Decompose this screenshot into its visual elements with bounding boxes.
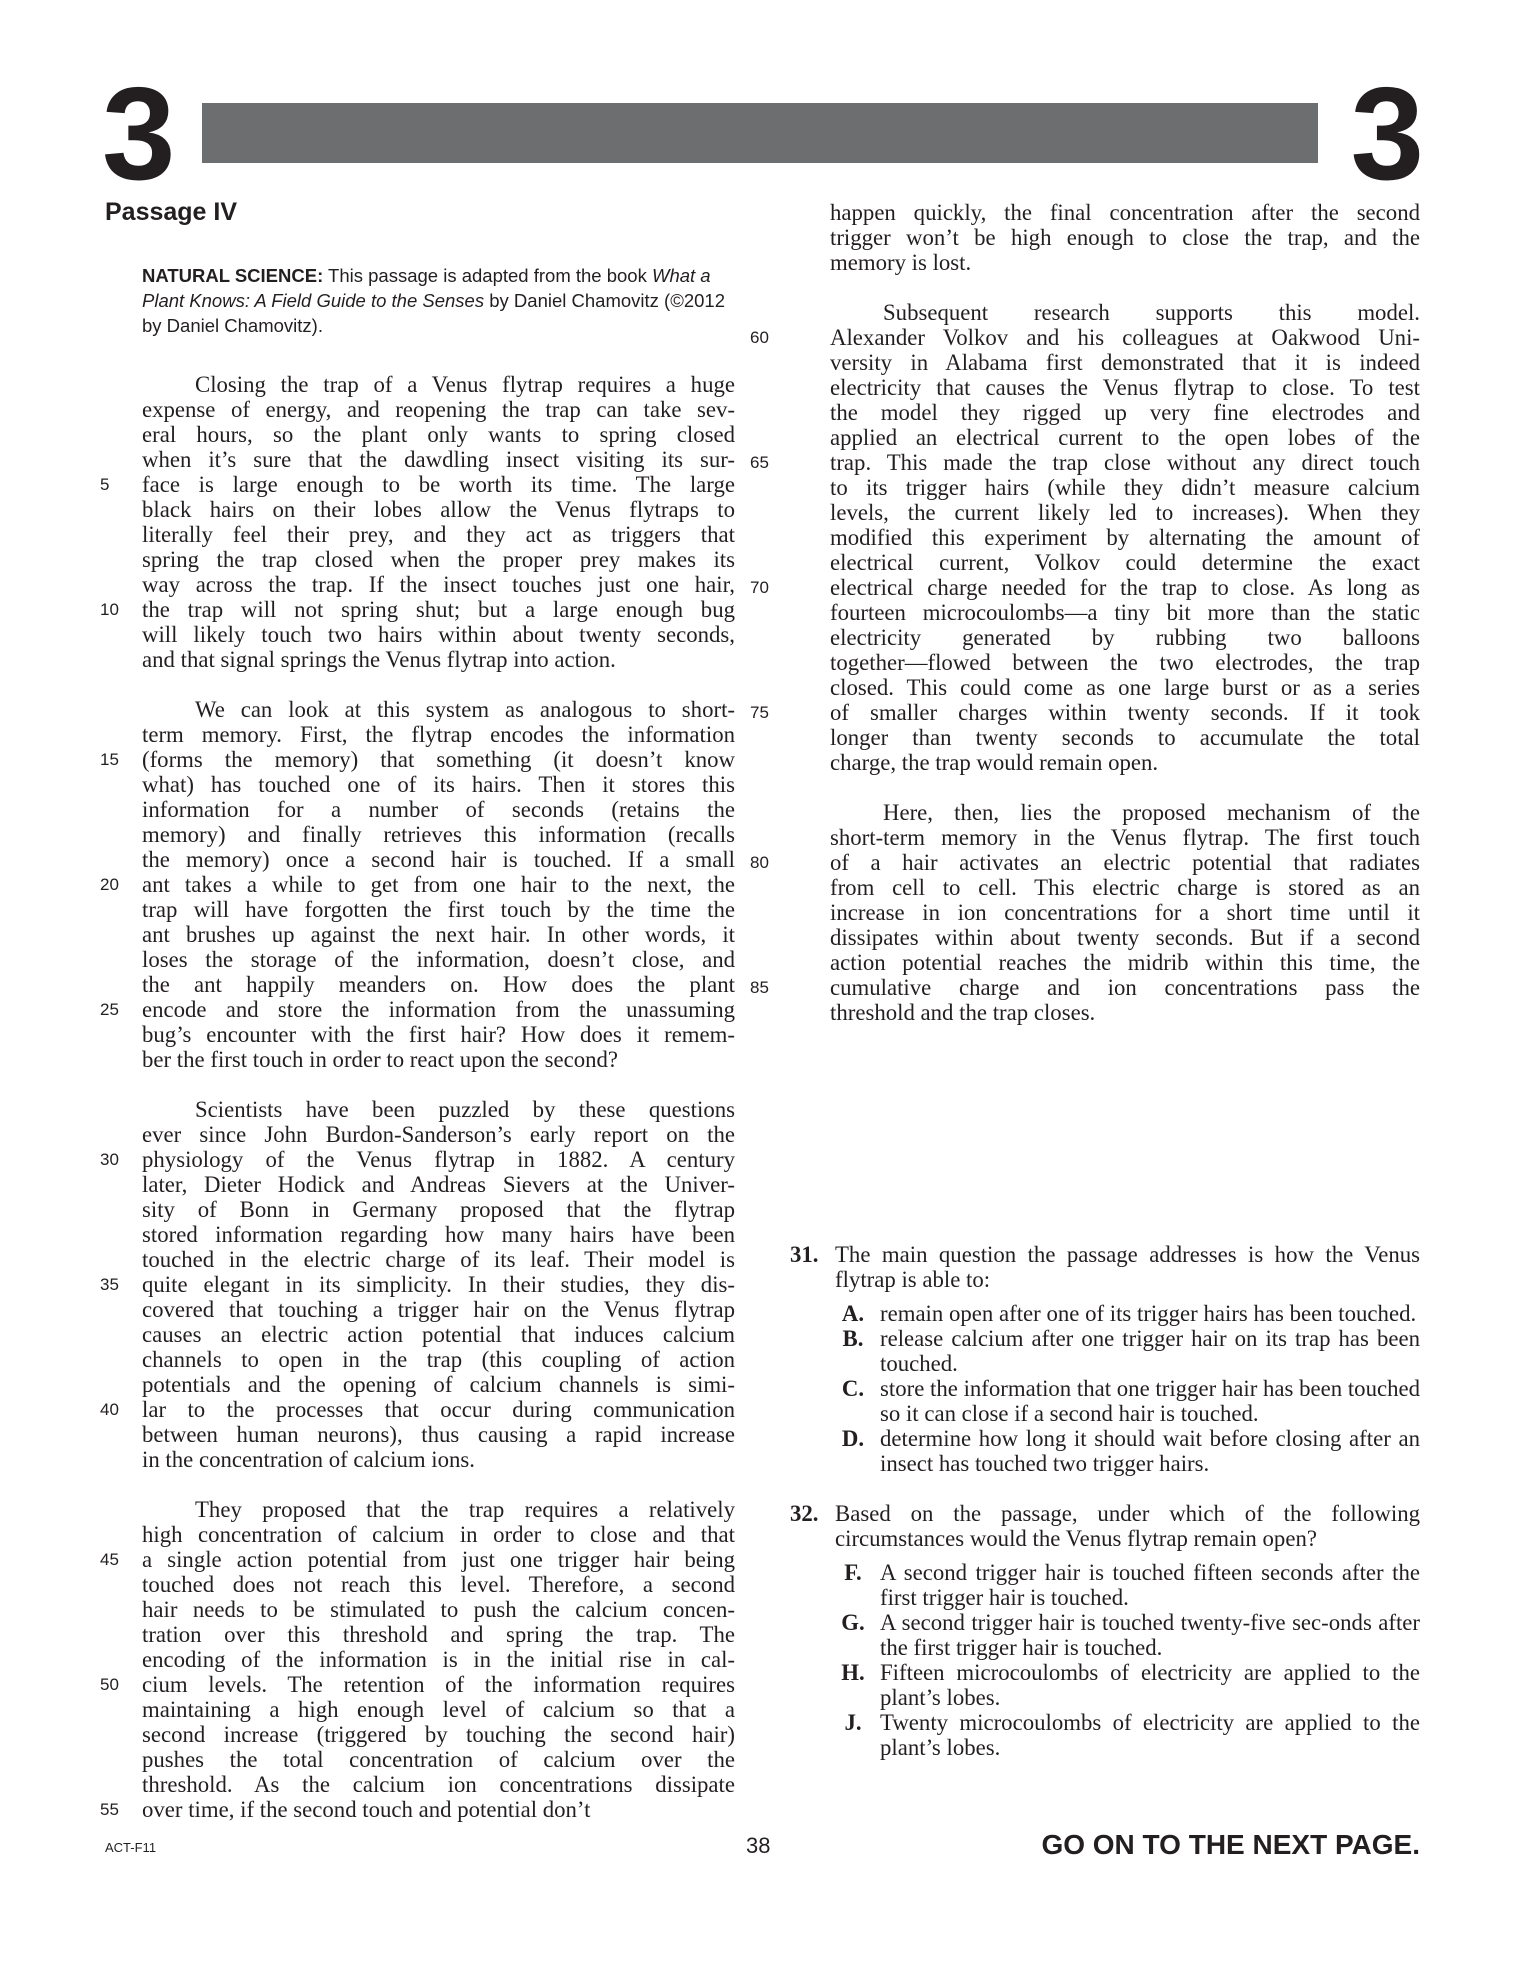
passage-column-right xyxy=(750,200,1420,1025)
line-number: 75 xyxy=(750,703,769,722)
passage-title: Passage IV xyxy=(105,198,238,226)
answer-letter: A. xyxy=(841,1301,865,1326)
passage-line: high concentration of calcium in order to close and that xyxy=(142,1522,735,1547)
passage-line: 20 ant takes a while to get from one hair to the next, the xyxy=(100,872,735,897)
line-number: 20 xyxy=(100,875,119,894)
question-stem: Based on the passage, under which of the following circumstances would the Venus flytrap remain open? xyxy=(835,1501,1420,1551)
passage-line: Scientists have been puzzled by these questions xyxy=(195,1097,735,1122)
passage-line: electrical current, Volkov could determine the exact xyxy=(830,550,1420,575)
passage-line: and that signal springs the Venus flytrap into action. xyxy=(142,647,616,672)
passage-line: literally feel their prey, and they act as triggers that xyxy=(142,522,735,547)
passage-line: what) has touched one of its hairs. Then it stores this xyxy=(142,772,735,797)
passage-line: spring the trap closed when the proper prey makes its xyxy=(142,547,735,572)
passage-line: term memory. First, the flytrap encodes the information xyxy=(142,722,735,747)
line-number: 10 xyxy=(100,600,119,619)
passage-line: memory is lost. xyxy=(830,250,972,275)
passage-line: potentials and the opening of calcium channels is simi- xyxy=(142,1372,735,1397)
answer-options xyxy=(835,1301,1420,1476)
passage-line: together—flowed between the two electrodes, the trap xyxy=(830,650,1420,675)
form-code: ACT-F11 xyxy=(105,1840,157,1855)
passage-line: ber the first touch in order to react upon the second? xyxy=(142,1047,619,1072)
passage-line: threshold. As the calcium ion concentrations dissipate xyxy=(142,1772,735,1797)
passage-line: closed. This could come as one large burst or as a series xyxy=(830,675,1420,700)
question-number: 32. xyxy=(790,1501,819,1526)
passage-intro xyxy=(142,263,735,338)
passage-line: 30 physiology of the Venus flytrap in 1882. A century xyxy=(100,1147,735,1172)
answer-text: release calcium after one trigger hair on its trap has been touched. xyxy=(880,1326,1420,1376)
answer-text: A second trigger hair is touched twenty-five sec-onds after the first trigger hair is touched. xyxy=(880,1610,1420,1660)
passage-line: second increase (triggered by touching the second hair) xyxy=(142,1722,735,1747)
passage-line: expense of energy, and reopening the trap can take sev- xyxy=(142,397,735,422)
passage-line: 15 (forms the memory) that something (it doesn’t know xyxy=(100,747,735,772)
answer-text: remain open after one of its trigger hairs has been touched. xyxy=(880,1301,1417,1326)
line-number: 50 xyxy=(100,1675,119,1694)
answer-letter: B. xyxy=(842,1326,864,1351)
answer-option xyxy=(835,1610,1420,1660)
answer-letter: C. xyxy=(841,1376,865,1401)
answer-option xyxy=(835,1426,1420,1476)
passage-line: levels, the current likely led to increases). When they xyxy=(830,500,1420,525)
passage-line: eral hours, so the plant only wants to spring closed xyxy=(142,422,735,447)
passage-line: longer than twenty seconds to accumulate the total xyxy=(830,725,1420,750)
passage-line: loses the storage of the information, doesn’t close, and xyxy=(142,947,735,972)
passage-line: hair needs to be stimulated to push the calcium concen- xyxy=(142,1597,735,1622)
answer-letter: J. xyxy=(844,1710,862,1735)
passage-line: fourteen microcoulombs—a tiny bit more than the static xyxy=(830,600,1420,625)
passage-text-right xyxy=(750,200,1420,1025)
passage-line: electricity generated by rubbing two balloons xyxy=(830,625,1420,650)
passage-line: Closing the trap of a Venus flytrap requires a huge xyxy=(195,372,735,397)
question-31 xyxy=(790,1242,1420,1476)
passage-line: bug’s encounter with the first hair? How does it remem- xyxy=(142,1022,735,1047)
passage-line: charge, the trap would remain open. xyxy=(830,750,1159,775)
answer-text: determine how long it should wait before closing after an insect has touched two trigger hairs. xyxy=(880,1426,1420,1476)
answer-option xyxy=(835,1301,1420,1326)
intro-text-credit: by Daniel Chamovitz (©2012 by Daniel Chamovitz). xyxy=(142,290,725,336)
answer-option xyxy=(835,1326,1420,1376)
go-on-notice: GO ON TO THE NEXT PAGE. xyxy=(1041,1829,1420,1860)
passage-line: 50 cium levels. The retention of the information requires xyxy=(100,1672,735,1697)
passage-line: 45 a single action potential from just one trigger hair being xyxy=(100,1547,735,1572)
question-stem: The main question the passage addresses is how the Venus flytrap is able to: xyxy=(835,1242,1420,1292)
line-number: 30 xyxy=(100,1150,119,1169)
passage-line: They proposed that the trap requires a relatively xyxy=(195,1497,735,1522)
passage-line: later, Dieter Hodick and Andreas Sievers at the Univer- xyxy=(142,1172,735,1197)
line-number: 60 xyxy=(750,328,769,347)
answer-text: A second trigger hair is touched fifteen seconds after the first trigger hair is touched. xyxy=(880,1560,1420,1610)
passage-line: Here, then, lies the proposed mechanism of the xyxy=(883,800,1420,825)
passage-line: 65 trap. This made the trap close without any direct touch xyxy=(750,450,1420,475)
passage-line: channels to open in the trap (this coupling of action xyxy=(142,1347,735,1372)
passage-line: 80 of a hair activates an electric potential that radiates xyxy=(750,850,1420,875)
passage-line: maintaining a high enough level of calcium so that a xyxy=(142,1697,735,1722)
passage-line: stored information regarding how many hairs have been xyxy=(142,1222,735,1247)
section-number-left: 3 xyxy=(102,60,174,207)
passage-line: threshold and the trap closes. xyxy=(830,1000,1096,1025)
line-number: 85 xyxy=(750,978,769,997)
answer-letter: H. xyxy=(841,1660,865,1685)
passage-line: 75 of smaller charges within twenty seconds. If it took xyxy=(750,700,1420,725)
passage-line: in the concentration of calcium ions. xyxy=(142,1447,475,1472)
answer-option xyxy=(835,1376,1420,1426)
passage-line: memory) and finally retrieves this information (recalls xyxy=(142,822,735,847)
passage-line: modified this experiment by alternating the amount of xyxy=(830,525,1420,550)
line-number: 45 xyxy=(100,1550,119,1569)
passage-line: the memory) once a second hair is touched. If a small xyxy=(142,847,735,872)
passage-line: touched in the electric charge of its leaf. Their model is xyxy=(142,1247,735,1272)
passage-line: 70 electrical charge needed for the trap to close. As long as xyxy=(750,575,1420,600)
answer-letter: F. xyxy=(844,1560,862,1585)
answer-text: store the information that one trigger hair has been touched so it can close if a second hair is touched. xyxy=(880,1376,1420,1426)
question-number: 31. xyxy=(790,1242,819,1267)
passage-line: 25 encode and store the information from the unassuming xyxy=(100,997,735,1022)
page-number: 38 xyxy=(746,1833,771,1858)
passage-line: 35 quite elegant in its simplicity. In their studies, they dis- xyxy=(100,1272,735,1297)
passage-line: black hairs on their lobes allow the Venus flytraps to xyxy=(142,497,735,522)
passage-line: 55 over time, if the second touch and potential don’t xyxy=(100,1797,591,1822)
passage-line: sity of Bonn in Germany proposed that the flytrap xyxy=(142,1197,735,1222)
passage-line: dissipates within about twenty seconds. But if a second xyxy=(830,925,1420,950)
answer-letter: D. xyxy=(841,1426,865,1451)
passage-line: to its trigger hairs (while they didn’t measure calcium xyxy=(830,475,1420,500)
passage-line: ant brushes up against the next hair. In other words, it xyxy=(142,922,735,947)
questions xyxy=(790,1242,1420,1760)
passage-line: touched does not reach this level. Therefore, a second xyxy=(142,1572,735,1597)
answer-letter: G. xyxy=(841,1610,865,1635)
section-number-right: 3 xyxy=(1350,60,1422,207)
passage-line: way across the trap. If the insect touches just one hair, xyxy=(142,572,735,597)
header-bar xyxy=(202,103,1318,163)
intro-text: This passage is adapted from the book xyxy=(323,265,652,286)
passage-line: 85 cumulative charge and ion concentrations pass the xyxy=(750,975,1420,1000)
answer-text: Twenty microcoulombs of electricity are applied to the plant’s lobes. xyxy=(880,1710,1420,1760)
passage-line: pushes the total concentration of calcium over the xyxy=(142,1747,735,1772)
line-number: 15 xyxy=(100,750,119,769)
answer-option xyxy=(835,1710,1420,1760)
line-number: 5 xyxy=(100,475,110,494)
passage-line: electricity that causes the Venus flytrap to close. To test xyxy=(830,375,1420,400)
passage-line: encoding of the information is in the initial rise in cal- xyxy=(142,1647,735,1672)
passage-line: information for a number of seconds (retains the xyxy=(142,797,735,822)
answer-option xyxy=(835,1660,1420,1710)
line-number: 55 xyxy=(100,1800,119,1819)
passage-line: Subsequent research supports this model. xyxy=(883,300,1420,325)
passage-line: ever since John Burdon-Sanderson’s early report on the xyxy=(142,1122,735,1147)
passage-line: 5 face is large enough to be worth its time. The large xyxy=(100,472,735,497)
passage-line: between human neurons), thus causing a rapid increase xyxy=(142,1422,735,1447)
intro-label: NATURAL SCIENCE: xyxy=(142,265,324,286)
passage-line: 60 Alexander Volkov and his colleagues at Oakwood Uni- xyxy=(750,325,1420,350)
passage-line: from cell to cell. This electric charge is stored as an xyxy=(830,875,1420,900)
passage-line: trigger won’t be high enough to close the trap, and the xyxy=(830,225,1420,250)
passage-line: the ant happily meanders on. How does the plant xyxy=(142,972,735,997)
line-number: 80 xyxy=(750,853,769,872)
passage-line: the model they rigged up very fine electrodes and xyxy=(830,400,1420,425)
passage-line: happen quickly, the final concentration after the second xyxy=(830,200,1420,225)
passage-line: will likely touch two hairs within about twenty seconds, xyxy=(142,622,735,647)
passage-line: We can look at this system as analogous to short- xyxy=(195,697,735,722)
passage-text-left xyxy=(100,372,735,1822)
passage-line: when it’s sure that the dawdling insect visiting its sur- xyxy=(142,447,735,472)
passage-line: causes an electric action potential that induces calcium xyxy=(142,1322,735,1347)
answer-option xyxy=(835,1560,1420,1610)
answer-options xyxy=(835,1560,1420,1760)
passage-line: action potential reaches the midrib within this time, the xyxy=(830,950,1420,975)
line-number: 35 xyxy=(100,1275,119,1294)
passage-line: applied an electrical current to the open lobes of the xyxy=(830,425,1420,450)
passage-line: short-term memory in the Venus flytrap. The first touch xyxy=(830,825,1420,850)
answer-text: Fifteen microcoulombs of electricity are applied to the plant’s lobes. xyxy=(880,1660,1420,1710)
passage-column-left xyxy=(100,198,735,1822)
question-32 xyxy=(790,1501,1420,1760)
passage-line: increase in ion concentrations for a short time until it xyxy=(830,900,1420,925)
intro-book-title: What a Plant Knows: A Field Guide to the Senses xyxy=(142,265,711,311)
passage-line: versity in Alabama first demonstrated that it is indeed xyxy=(830,350,1420,375)
line-number: 25 xyxy=(100,1000,119,1019)
line-number: 65 xyxy=(750,453,769,472)
passage-line: tration over this threshold and spring the trap. The xyxy=(142,1622,735,1647)
passage-line: 40 lar to the processes that occur during communication xyxy=(100,1397,735,1422)
passage-line: 10 the trap will not spring shut; but a large enough bug xyxy=(100,597,735,622)
line-number: 70 xyxy=(750,578,769,597)
passage-line: trap will have forgotten the first touch by the time the xyxy=(142,897,735,922)
line-number: 40 xyxy=(100,1400,119,1419)
passage-line: covered that touching a trigger hair on the Venus flytrap xyxy=(142,1297,735,1322)
